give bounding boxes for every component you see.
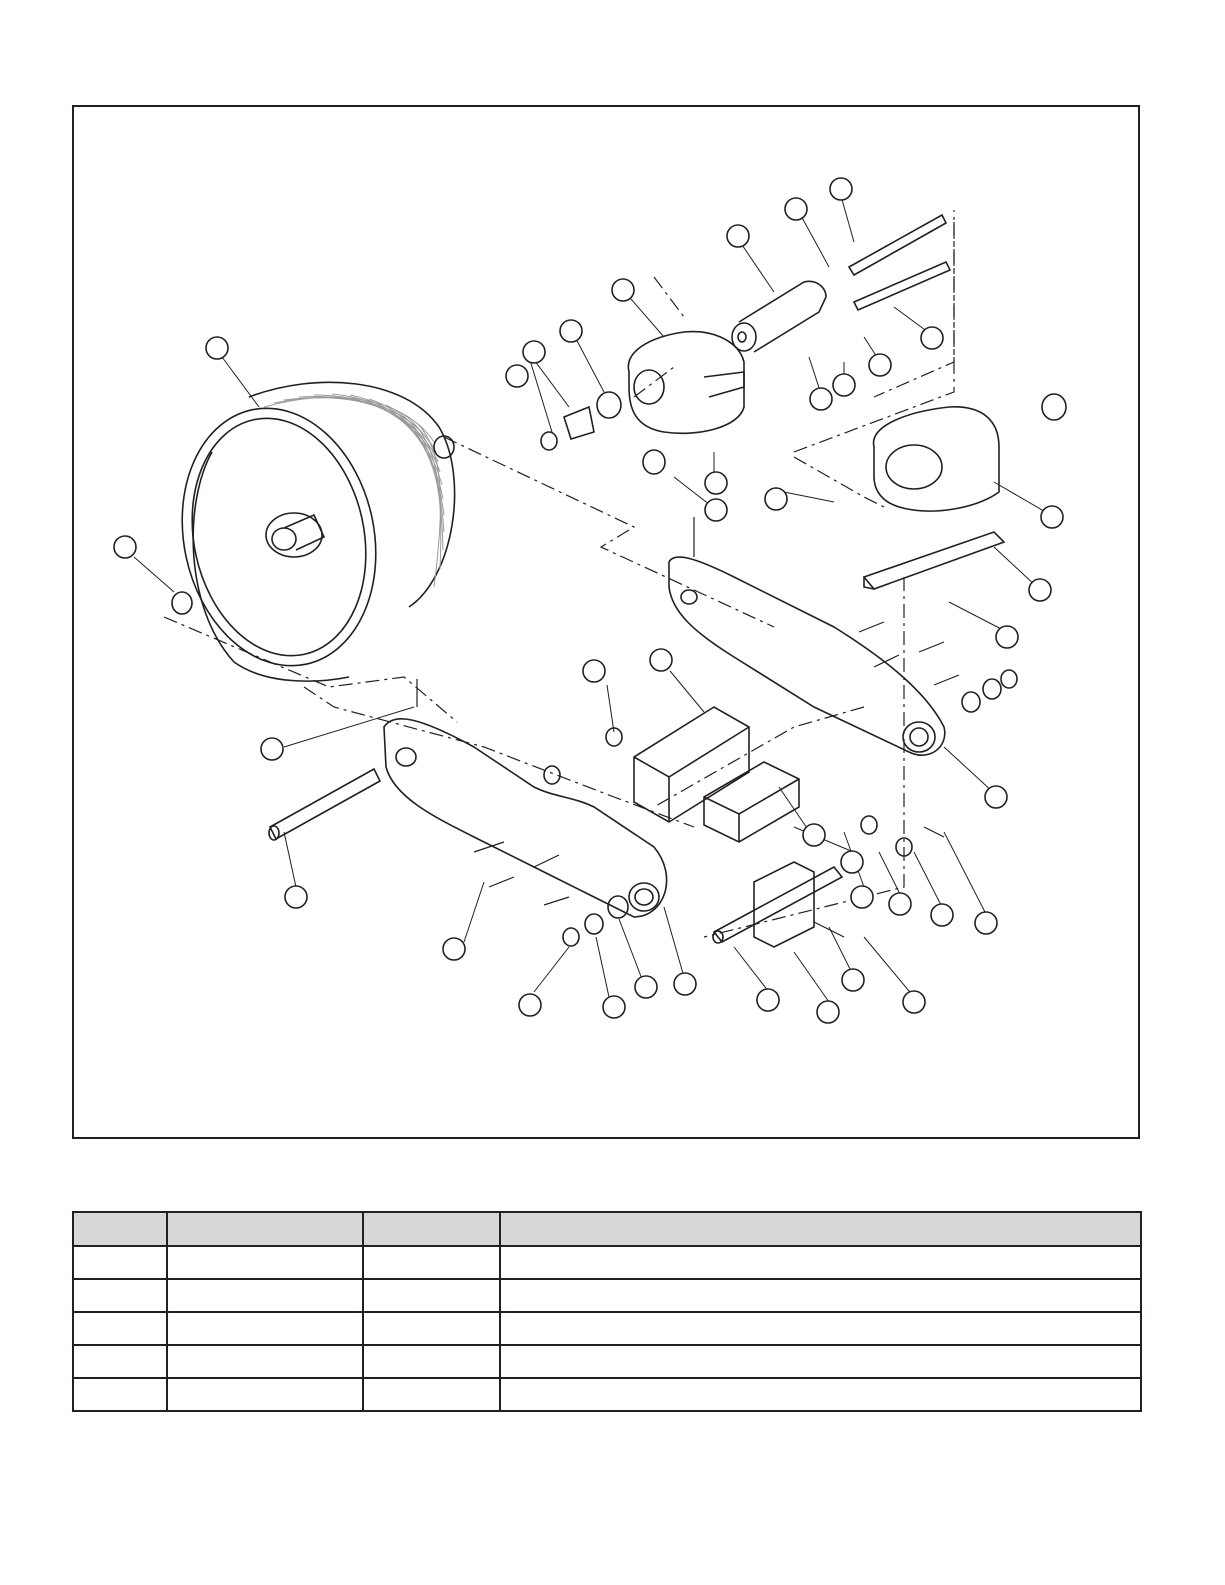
table-cell bbox=[500, 1345, 1141, 1378]
table-cell bbox=[500, 1279, 1141, 1312]
table-row bbox=[73, 1378, 1141, 1411]
table-cell bbox=[73, 1312, 167, 1345]
diagram-frame bbox=[72, 105, 1140, 1139]
shaft bbox=[269, 769, 380, 840]
table-cell bbox=[500, 1312, 1141, 1345]
table-cell bbox=[167, 1312, 363, 1345]
table-cell bbox=[167, 1279, 363, 1312]
lower-arm bbox=[384, 719, 667, 917]
table-row bbox=[73, 1312, 1141, 1345]
table-header-row bbox=[73, 1212, 1141, 1246]
clamp-housing bbox=[864, 407, 1004, 589]
knurled-nut bbox=[597, 392, 621, 418]
bushing-top bbox=[434, 436, 454, 458]
table-cell bbox=[363, 1312, 500, 1345]
table-cell bbox=[73, 1378, 167, 1411]
tool-rest-bracket bbox=[713, 862, 842, 947]
screws bbox=[417, 517, 959, 937]
header-cell bbox=[363, 1212, 500, 1246]
cam-plate bbox=[564, 407, 594, 439]
assembly-lines bbox=[164, 210, 954, 937]
exploded-parts-diagram bbox=[74, 107, 1138, 1137]
table-cell bbox=[73, 1279, 167, 1312]
table-cell bbox=[73, 1345, 167, 1378]
adjust-knob-right bbox=[1042, 394, 1066, 420]
upper-roller bbox=[732, 281, 826, 352]
header-cell bbox=[73, 1212, 167, 1246]
table-cell bbox=[167, 1345, 363, 1378]
table-row bbox=[73, 1345, 1141, 1378]
bushing-left bbox=[172, 592, 192, 614]
table-cell bbox=[363, 1246, 500, 1279]
table-cell bbox=[500, 1378, 1141, 1411]
table-cell bbox=[167, 1246, 363, 1279]
table-cell bbox=[500, 1246, 1141, 1279]
table-cell bbox=[73, 1246, 167, 1279]
drum-pulley bbox=[159, 382, 455, 684]
table-cell bbox=[363, 1279, 500, 1312]
parts-table bbox=[72, 1211, 1142, 1412]
table-row bbox=[73, 1279, 1141, 1312]
table-cell bbox=[167, 1378, 363, 1411]
header-cell bbox=[167, 1212, 363, 1246]
support-block-lower bbox=[704, 762, 799, 842]
adjust-knob-center bbox=[643, 450, 665, 474]
callout-bubbles bbox=[114, 178, 1063, 1023]
header-cell bbox=[500, 1212, 1141, 1246]
knob-small bbox=[541, 432, 557, 450]
table-row bbox=[73, 1246, 1141, 1279]
table-cell bbox=[363, 1345, 500, 1378]
table-cell bbox=[363, 1378, 500, 1411]
support-block-upper bbox=[634, 707, 749, 822]
upper-rod bbox=[849, 215, 950, 310]
callout-leaders bbox=[134, 189, 1049, 1002]
tracking-bracket bbox=[628, 332, 744, 434]
